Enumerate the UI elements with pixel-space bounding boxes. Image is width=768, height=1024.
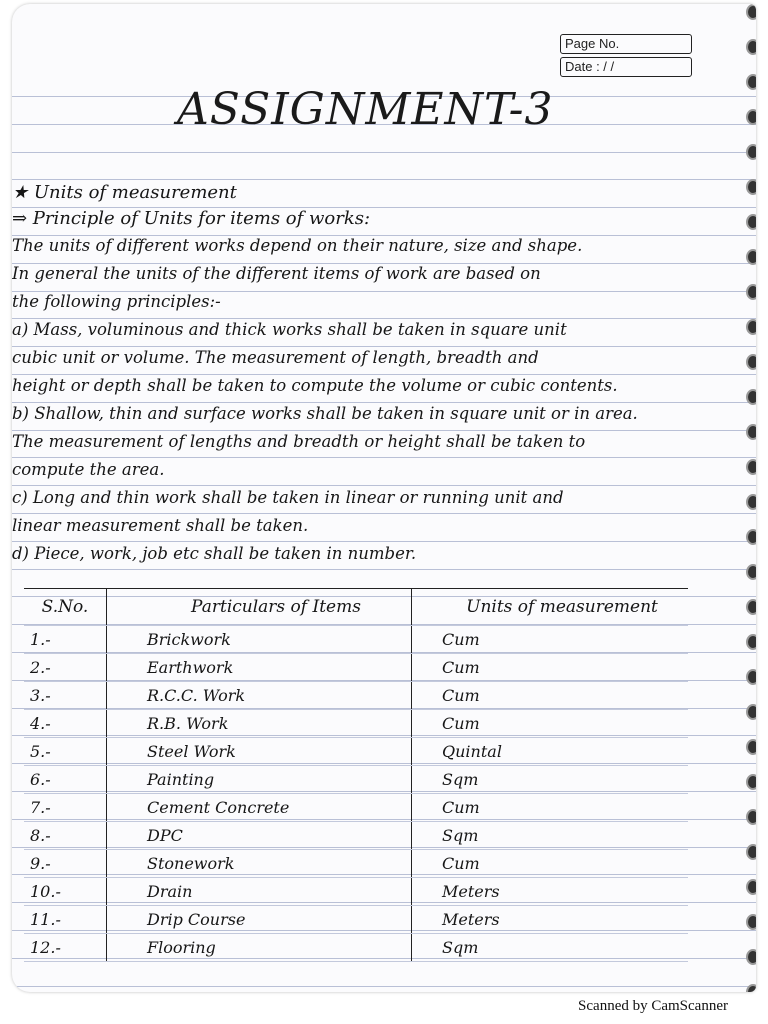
cell-sno: 10.- <box>24 878 107 906</box>
table-row <box>24 710 688 738</box>
binding-ring <box>746 354 756 370</box>
cell-unit: Meters <box>412 878 689 906</box>
cell-item: Earthwork <box>107 654 412 682</box>
cell-unit: Cum <box>412 850 689 878</box>
binding-ring <box>746 319 756 335</box>
ruled-line <box>12 374 756 375</box>
ruled-line <box>12 513 756 514</box>
binding-ring <box>746 389 756 405</box>
binding-ring <box>746 459 756 475</box>
body-line: cubic unit or volume. The measurement of length, breadth and <box>12 348 539 367</box>
units-table <box>24 588 688 962</box>
binding-ring <box>746 249 756 265</box>
binding-ring <box>746 144 756 160</box>
body-line: height or depth shall be taken to compute the volume or cubic contents. <box>12 376 618 395</box>
table-row <box>24 878 688 906</box>
date-box: Date : / / <box>560 57 692 77</box>
page-number-box: Page No. <box>560 34 692 54</box>
cell-item: Drain <box>107 878 412 906</box>
cell-sno: 4.- <box>24 710 107 738</box>
cell-unit: Sqm <box>412 766 689 794</box>
col-header-sno: S.No. <box>24 589 107 626</box>
binding-ring <box>746 739 756 755</box>
body-line: The measurement of lengths and breadth or height shall be taken to <box>12 432 586 451</box>
cell-unit: Quintal <box>412 738 689 766</box>
table-row <box>24 682 688 710</box>
table-row <box>24 794 688 822</box>
cell-sno: 11.- <box>24 906 107 934</box>
binding-ring <box>746 879 756 895</box>
cell-item: R.C.C. Work <box>107 682 412 710</box>
cell-item: Drip Course <box>107 906 412 934</box>
heading-units: ★ Units of measurement <box>12 182 237 203</box>
cell-unit: Sqm <box>412 822 689 850</box>
binding-ring <box>746 809 756 825</box>
body-line: linear measurement shall be taken. <box>12 516 309 535</box>
cell-sno: 7.- <box>24 794 107 822</box>
table-row <box>24 934 688 962</box>
binding-ring <box>746 529 756 545</box>
col-header-units: Units of measurement <box>412 589 689 626</box>
binding-ring <box>746 949 756 965</box>
table-row <box>24 766 688 794</box>
cell-unit: Cum <box>412 794 689 822</box>
ruled-line <box>12 541 756 542</box>
binding-ring <box>746 844 756 860</box>
binding-ring <box>746 564 756 580</box>
ruled-line <box>12 430 756 431</box>
cell-sno: 1.- <box>24 626 107 654</box>
binding-ring <box>746 704 756 720</box>
cell-item: Painting <box>107 766 412 794</box>
cell-sno: 12.- <box>24 934 107 962</box>
table-row <box>24 738 688 766</box>
binding-ring <box>746 179 756 195</box>
cell-item: Flooring <box>107 934 412 962</box>
table-row <box>24 906 688 934</box>
binding-ring <box>746 74 756 90</box>
cell-unit: Sqm <box>412 934 689 962</box>
cell-item: Steel Work <box>107 738 412 766</box>
cell-sno: 2.- <box>24 654 107 682</box>
table-row <box>24 626 688 654</box>
page-title: ASSIGNMENT-3 <box>177 84 554 135</box>
table-row <box>24 850 688 878</box>
body-line: a) Mass, voluminous and thick works shall be taken in square unit <box>12 320 567 339</box>
binding-ring <box>746 424 756 440</box>
body-line: compute the area. <box>12 460 165 479</box>
cell-unit: Cum <box>412 682 689 710</box>
cell-sno: 5.- <box>24 738 107 766</box>
body-line: b) Shallow, thin and surface works shall be taken in square unit or in area. <box>12 404 638 423</box>
table-header-row <box>24 589 688 626</box>
notebook-page <box>12 4 756 992</box>
ruled-line <box>12 569 756 570</box>
binding-ring <box>746 284 756 300</box>
binding-ring <box>746 634 756 650</box>
binding-ring <box>746 914 756 930</box>
cell-item: Cement Concrete <box>107 794 412 822</box>
cell-item: DPC <box>107 822 412 850</box>
cell-item: Brickwork <box>107 626 412 654</box>
ruled-line <box>12 485 756 486</box>
scanner-watermark: Scanned by CamScanner <box>578 998 728 1014</box>
cell-unit: Cum <box>412 654 689 682</box>
table-row <box>24 654 688 682</box>
cell-sno: 9.- <box>24 850 107 878</box>
cell-item: Stonework <box>107 850 412 878</box>
binding-ring <box>746 984 756 992</box>
binding-ring <box>746 39 756 55</box>
binding-ring <box>746 4 756 20</box>
cell-sno: 8.- <box>24 822 107 850</box>
body-line: the following principles:- <box>12 292 221 311</box>
cell-unit: Cum <box>412 626 689 654</box>
table-row <box>24 822 688 850</box>
ruled-line <box>12 457 756 458</box>
body-line: c) Long and thin work shall be taken in linear or running unit and <box>12 488 564 507</box>
cell-unit: Cum <box>412 710 689 738</box>
body-line: The units of different works depend on their nature, size and shape. <box>12 236 583 255</box>
body-line: In general the units of the different items of work are based on <box>12 264 541 283</box>
binding-ring <box>746 109 756 125</box>
binding-ring <box>746 599 756 615</box>
binding-ring <box>746 669 756 685</box>
cell-item: R.B. Work <box>107 710 412 738</box>
body-line: d) Piece, work, job etc shall be taken in number. <box>12 544 417 563</box>
binding-ring <box>746 214 756 230</box>
cell-sno: 6.- <box>24 766 107 794</box>
ruled-line <box>12 318 756 319</box>
ruled-line <box>12 986 756 987</box>
ruled-line <box>12 402 756 403</box>
col-header-particulars: Particulars of Items <box>107 589 412 626</box>
ruled-line <box>12 179 756 180</box>
cell-unit: Meters <box>412 906 689 934</box>
heading-principle: ⇒ Principle of Units for items of works: <box>12 208 371 229</box>
ruled-line <box>12 346 756 347</box>
ruled-line <box>12 152 756 153</box>
cell-sno: 3.- <box>24 682 107 710</box>
binding-ring <box>746 774 756 790</box>
binding-ring <box>746 494 756 510</box>
